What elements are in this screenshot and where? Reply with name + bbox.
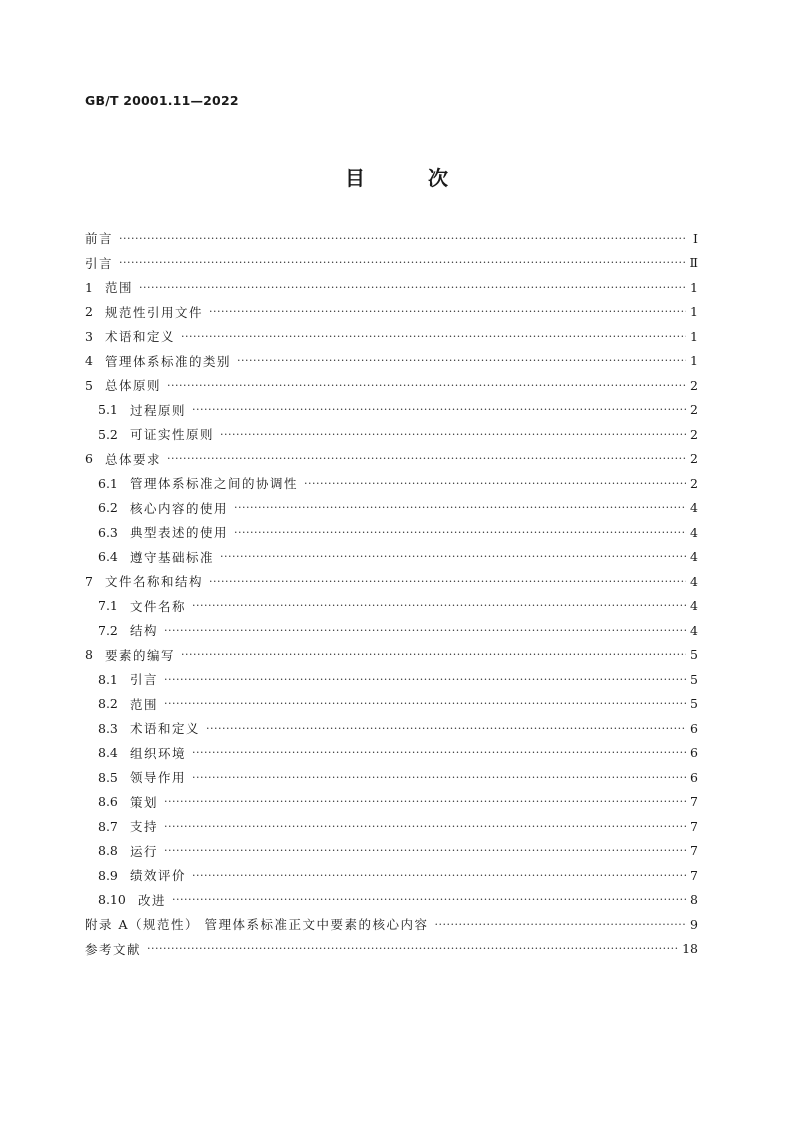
toc-entry[interactable] xyxy=(85,569,698,594)
toc-entry[interactable] xyxy=(85,814,698,839)
toc-entry-label: 范围 xyxy=(105,280,134,296)
toc-leader-dots xyxy=(220,550,686,563)
toc-entry[interactable] xyxy=(85,618,698,643)
toc-leader-dots xyxy=(304,477,686,490)
toc-entry-page: 2 xyxy=(690,402,698,418)
toc-entry-page: 2 xyxy=(690,377,698,393)
standard-code: GB/T 20001.11—2022 xyxy=(85,93,239,108)
toc-leader-dots xyxy=(164,624,686,637)
toc-entry[interactable] xyxy=(85,937,698,962)
toc-entry[interactable] xyxy=(85,447,698,472)
toc-entry-page: 7 xyxy=(690,843,698,859)
toc-leader-dots xyxy=(172,893,686,906)
toc-entry-page: 18 xyxy=(682,941,698,957)
toc-entry[interactable] xyxy=(85,643,698,668)
toc-leader-dots xyxy=(209,305,686,318)
toc-leader-dots xyxy=(164,844,686,857)
toc-entry[interactable] xyxy=(85,422,698,447)
toc-entry-page: 9 xyxy=(690,916,698,932)
toc-leader-dots xyxy=(164,795,686,808)
toc-entry-label: 策划 xyxy=(130,794,159,810)
toc-entry-number: 4 xyxy=(85,353,93,369)
toc-leader-dots xyxy=(147,942,678,955)
toc-leader-dots xyxy=(167,379,686,392)
toc-leader-dots xyxy=(206,722,686,735)
toc-entry[interactable] xyxy=(85,471,698,496)
toc-entry-page: Ⅰ xyxy=(693,230,698,246)
toc-entry-page: 7 xyxy=(690,794,698,810)
toc-entry-label: 术语和定义 xyxy=(105,329,176,345)
toc-entry-label: 术语和定义 xyxy=(130,721,201,737)
toc-entry-label: 范围 xyxy=(130,696,159,712)
toc-leader-dots xyxy=(164,820,686,833)
toc-entry-page: 6 xyxy=(690,769,698,785)
toc-entry-number: 8.3 xyxy=(98,720,118,736)
toc-entry-label: 文件名称和结构 xyxy=(105,574,204,590)
toc-entry-label: 可证实性原则 xyxy=(130,427,215,443)
toc-entry[interactable] xyxy=(85,594,698,619)
toc-entry-number: 3 xyxy=(85,328,93,344)
toc-leader-dots xyxy=(181,330,686,343)
toc-entry-page: 7 xyxy=(690,867,698,883)
toc-entry[interactable] xyxy=(85,765,698,790)
toc-leader-dots xyxy=(192,403,686,416)
toc-entry-label: 改进 xyxy=(138,892,167,908)
toc-entry-page: 4 xyxy=(690,573,698,589)
toc-entry-number: 8.8 xyxy=(98,843,118,859)
toc-title: 目 次 xyxy=(345,166,476,190)
toc-entry[interactable] xyxy=(85,741,698,766)
toc-entry-number: 5.2 xyxy=(98,426,118,442)
toc-entry[interactable] xyxy=(85,520,698,545)
toc-entry-number: 6.3 xyxy=(98,524,118,540)
toc-entry-label: 引言 xyxy=(85,255,114,271)
toc-entry-label: 结构 xyxy=(130,623,159,639)
toc-entry-number: 8.1 xyxy=(98,671,118,687)
toc-entry-number: 2 xyxy=(85,304,93,320)
toc-entry[interactable] xyxy=(85,496,698,521)
toc-leader-dots xyxy=(119,256,685,269)
toc-entry-number: 6.2 xyxy=(98,500,118,516)
toc-leader-dots xyxy=(434,918,686,931)
toc-entry-label: 运行 xyxy=(130,843,159,859)
toc-entry[interactable] xyxy=(85,839,698,864)
toc-entry-label: 管理体系标准之间的协调性 xyxy=(130,476,299,492)
toc-entry-page: 1 xyxy=(690,279,698,295)
toc-entry-label: 规范性引用文件 xyxy=(105,304,204,320)
toc-entry-number: 6.1 xyxy=(98,475,118,491)
toc-entry-number: 7 xyxy=(85,573,93,589)
toc-leader-dots xyxy=(164,697,686,710)
toc-entry-page: 1 xyxy=(690,353,698,369)
toc-entry-number: 8.9 xyxy=(98,867,118,883)
toc-entry-number: 6 xyxy=(85,451,93,467)
toc-entry-page: 2 xyxy=(690,426,698,442)
toc-entry-number: 8.10 xyxy=(98,892,126,908)
toc-entry[interactable] xyxy=(85,912,698,937)
toc-entry-label: 前言 xyxy=(85,231,114,247)
toc-entry-number: 8.2 xyxy=(98,696,118,712)
toc-entry-page: 2 xyxy=(690,475,698,491)
toc-entry-page: 5 xyxy=(690,671,698,687)
toc-entry[interactable] xyxy=(85,863,698,888)
toc-entry[interactable] xyxy=(85,667,698,692)
toc-entry-page: 8 xyxy=(690,892,698,908)
toc-entry[interactable] xyxy=(85,888,698,913)
toc-leader-dots xyxy=(192,771,686,784)
toc-entry[interactable] xyxy=(85,275,698,300)
toc-entry[interactable] xyxy=(85,716,698,741)
toc-leader-dots xyxy=(139,281,686,294)
toc-entry[interactable] xyxy=(85,373,698,398)
toc-entry[interactable] xyxy=(85,545,698,570)
toc-entry-number: 5.1 xyxy=(98,402,118,418)
toc-leader-dots xyxy=(209,575,686,588)
toc-leader-dots xyxy=(192,746,686,759)
toc-leader-dots xyxy=(234,501,686,514)
toc-entry-page: 4 xyxy=(690,524,698,540)
toc-entry[interactable] xyxy=(85,349,698,374)
toc-entry[interactable] xyxy=(85,226,698,251)
toc-entry-label: 过程原则 xyxy=(130,402,187,418)
toc-entry-page: 4 xyxy=(690,598,698,614)
toc-entry-label: 核心内容的使用 xyxy=(130,500,229,516)
toc-entry-page: 4 xyxy=(690,549,698,565)
toc-entry-page: 6 xyxy=(690,745,698,761)
toc-entry-page: Ⅱ xyxy=(689,255,698,271)
toc-leader-dots xyxy=(237,354,686,367)
toc-entry-number: 7.1 xyxy=(98,598,118,614)
toc-entry-label: 管理体系标准的类别 xyxy=(105,353,232,369)
toc-leader-dots xyxy=(234,526,686,539)
toc-entry-label: 总体要求 xyxy=(105,451,162,467)
toc-entry-label: 引言 xyxy=(130,672,159,688)
toc-leader-dots xyxy=(192,869,686,882)
toc-leader-dots xyxy=(181,648,686,661)
toc-entry-number: 8.6 xyxy=(98,794,118,810)
toc-entry-label: 典型表述的使用 xyxy=(130,525,229,541)
table-of-contents xyxy=(85,226,698,961)
toc-entry-number: 8 xyxy=(85,647,93,663)
toc-entry-label: 绩效评价 xyxy=(130,868,187,884)
toc-entry-page: 2 xyxy=(690,451,698,467)
toc-entry-label: 文件名称 xyxy=(130,598,187,614)
toc-entry-page: 1 xyxy=(690,328,698,344)
toc-entry-page: 7 xyxy=(690,818,698,834)
toc-entry-label: 要素的编写 xyxy=(105,647,176,663)
toc-entry-label: 组织环境 xyxy=(130,745,187,761)
toc-entry-page: 4 xyxy=(690,622,698,638)
toc-leader-dots xyxy=(220,428,686,441)
toc-entry-page: 1 xyxy=(690,304,698,320)
toc-entry[interactable] xyxy=(85,692,698,717)
toc-entry-number: 8.4 xyxy=(98,745,118,761)
toc-entry[interactable] xyxy=(85,251,698,276)
toc-entry[interactable] xyxy=(85,300,698,325)
toc-entry-label: 参考文献 xyxy=(85,941,142,957)
toc-leader-dots xyxy=(192,599,686,612)
toc-leader-dots xyxy=(119,232,686,245)
toc-entry-number: 8.7 xyxy=(98,818,118,834)
toc-entry-label: 遵守基础标准 xyxy=(130,549,215,565)
toc-entry-number: 8.5 xyxy=(98,769,118,785)
toc-entry-page: 5 xyxy=(690,647,698,663)
toc-leader-dots xyxy=(167,452,686,465)
toc-entry-page: 5 xyxy=(690,696,698,712)
toc-entry-label: 领导作用 xyxy=(130,770,187,786)
toc-entry-number: 1 xyxy=(85,279,93,295)
toc-entry-label: 附录 A（规范性） 管理体系标准正文中要素的核心内容 xyxy=(85,917,429,933)
toc-entry-label: 总体原则 xyxy=(105,378,162,394)
toc-entry-label: 支持 xyxy=(130,819,159,835)
toc-entry-page: 6 xyxy=(690,720,698,736)
toc-entry-number: 6.4 xyxy=(98,549,118,565)
toc-entry-page: 4 xyxy=(690,500,698,516)
toc-entry[interactable] xyxy=(85,324,698,349)
toc-leader-dots xyxy=(164,673,686,686)
toc-entry-number: 5 xyxy=(85,377,93,393)
toc-entry[interactable] xyxy=(85,790,698,815)
toc-entry[interactable] xyxy=(85,398,698,423)
toc-entry-number: 7.2 xyxy=(98,622,118,638)
